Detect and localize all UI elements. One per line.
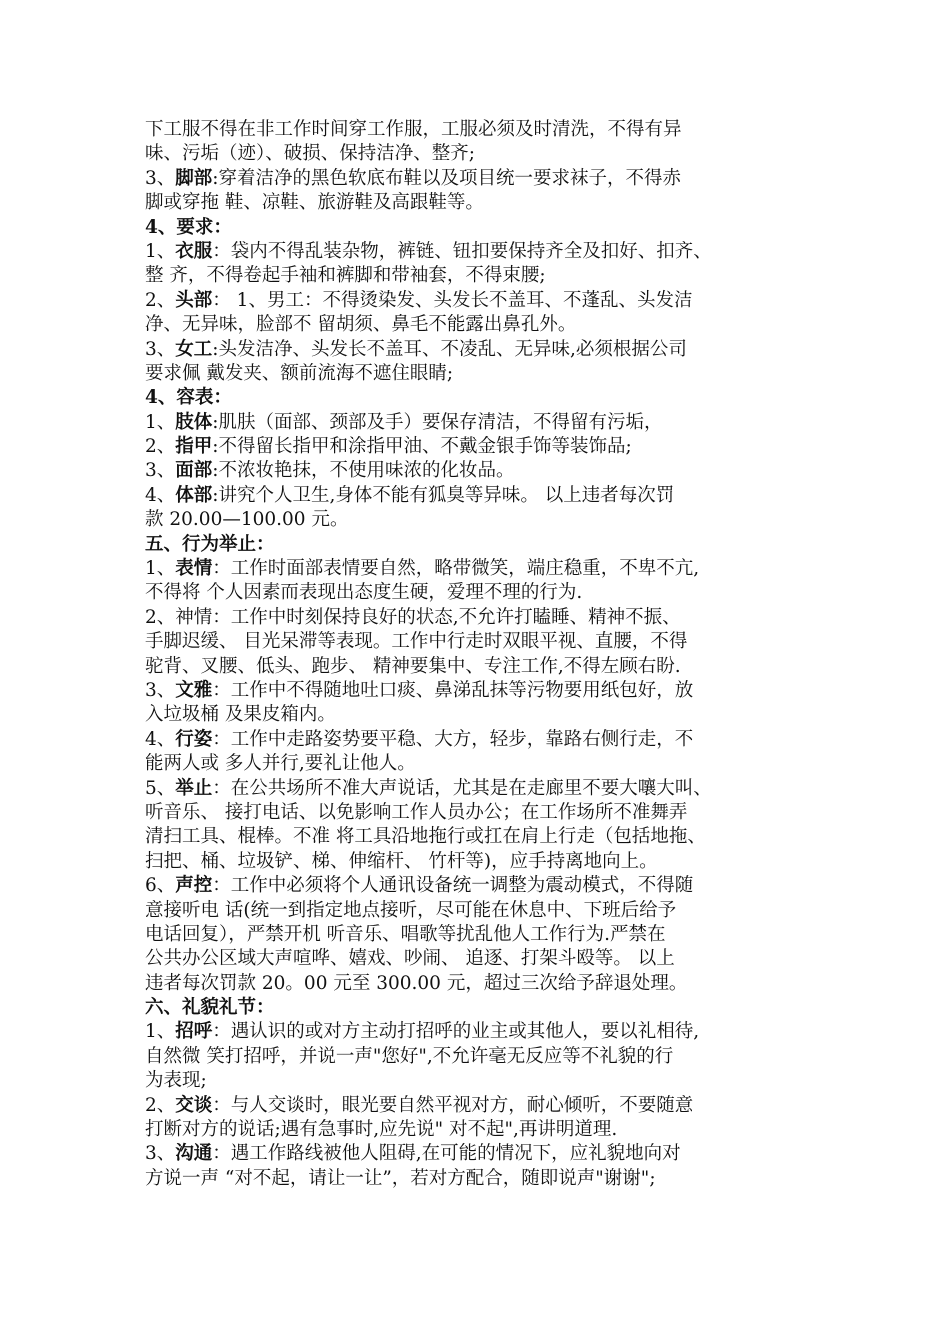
bold-term: 体部: [175, 484, 213, 506]
text-line: [145, 606, 825, 630]
text-line: [145, 947, 825, 971]
text-run: 违者每次罚款 20。00 元至 300.00 元，超过三次给予辞退处理。: [145, 972, 688, 994]
text-line: [145, 411, 825, 435]
text-run: 为表现;: [145, 1070, 207, 1092]
text-line: [145, 142, 825, 166]
text-line: [145, 874, 825, 898]
document-body: [145, 118, 825, 1191]
section-heading: [145, 386, 825, 410]
text-run: ：与人交谈时，眼光要自然平视对方，耐心倾听，不要随意: [212, 1094, 694, 1116]
bold-term: 头部: [175, 289, 213, 311]
text-line: [145, 777, 825, 801]
text-line: [145, 362, 825, 386]
text-run: 款 20.00—100.00 元。: [145, 509, 349, 531]
text-run: 自然微 笑打招呼，并说一声"您好",不允许毫无反应等不礼貌的行: [145, 1045, 674, 1067]
text-line: [145, 655, 825, 679]
text-line: [145, 825, 825, 849]
text-line: [145, 191, 825, 215]
bold-term: 举止: [175, 777, 213, 799]
section-heading: [145, 533, 825, 557]
text-line: [145, 899, 825, 923]
text-run: 驼背、叉腰、低头、跑步、 精神要集中、专注工作,不得左顾右盼.: [145, 655, 681, 677]
text-run: 3、: [145, 1143, 176, 1165]
text-run: 扫把、桶、垃圾铲、梯、伸缩杆、 竹杆等)，应手持离地向上。: [145, 850, 658, 872]
text-run: 听音乐、 接打电话、以免影响工作人员办公；在工作场所不准舞弄: [145, 801, 688, 823]
text-line: [145, 1118, 825, 1142]
bold-term: 肢体: [175, 411, 213, 433]
text-run: 意接听电 话(统一到指定地点接听，尽可能在休息中、下班后给予: [145, 899, 677, 921]
bold-term: 4、要求：: [145, 216, 232, 238]
text-run: ：遇认识的或对方主动打招呼的业主或其他人，要以礼相待,: [212, 1021, 700, 1043]
text-line: [145, 728, 825, 752]
text-run: 入垃圾桶 及果皮箱内。: [145, 704, 336, 726]
text-line: [145, 264, 825, 288]
text-line: [145, 679, 825, 703]
text-line: [145, 1094, 825, 1118]
text-run: :讲究个人卫生,身体不能有狐臭等异味。 以上违者每次罚: [212, 484, 675, 506]
text-line: [145, 850, 825, 874]
bold-term: 声控: [175, 875, 213, 897]
bold-term: 招呼: [175, 1021, 213, 1043]
bold-term: 女工: [175, 338, 213, 360]
text-run: 1、: [145, 411, 176, 433]
text-line: [145, 435, 825, 459]
text-run: 2、: [145, 436, 176, 458]
text-run: 2、: [145, 289, 176, 311]
bold-term: 指甲: [175, 436, 213, 458]
bold-term: 表情: [175, 558, 213, 580]
text-line: [145, 484, 825, 508]
text-run: :不浓妆艳抹，不使用味浓的化妆品。: [212, 460, 515, 482]
text-run: ：工作中必须将个人通讯设备统一调整为震动模式，不得随: [212, 875, 694, 897]
text-run: 3、: [145, 167, 176, 189]
text-run: 3、: [145, 460, 176, 482]
text-run: 整 齐，不得卷起手袖和裤脚和带袖套，不得束腰;: [145, 265, 546, 287]
text-run: 下工服不得在非工作时间穿工作服，工服必须及时清洗，不得有异: [145, 119, 682, 140]
text-run: :头发洁净、头发长不盖耳、不凌乱、无异味,必须根据公司: [212, 338, 687, 360]
bold-term: 4、容表：: [145, 387, 232, 409]
text-run: 4、: [145, 484, 176, 506]
text-line: [145, 972, 825, 996]
text-run: 味、污垢（迹）、破损、保持洁净、整齐;: [145, 143, 475, 165]
text-line: [145, 581, 825, 605]
text-line: [145, 801, 825, 825]
text-run: 2、神情：工作中时刻保持良好的状态,不允许打瞌睡、精神不振、: [145, 606, 681, 628]
text-run: 1、: [145, 240, 176, 262]
bold-term: 衣服: [175, 240, 213, 262]
bold-term: 脚部: [175, 167, 213, 189]
text-run: 要求佩 戴发夹、额前流海不遮住眼睛;: [145, 362, 454, 384]
text-run: :肌肤（面部、颈部及手）要保存清洁，不得留有污垢，: [212, 411, 663, 433]
text-run: ：袋内不得乱装杂物，裤链、钮扣要保持齐全及扣好、扣齐、: [212, 240, 712, 262]
text-line: [145, 703, 825, 727]
text-run: :不得留长指甲和涂指甲油、不戴金银手饰等装饰品;: [212, 436, 632, 458]
bold-term: 面部: [175, 460, 213, 482]
text-run: :穿着洁净的黑色软底布鞋以及项目统一要求袜子，不得赤: [212, 167, 682, 189]
bold-term: 沟通: [175, 1143, 213, 1165]
text-line: [145, 313, 825, 337]
text-line: [145, 459, 825, 483]
text-line: [145, 167, 825, 191]
text-run: 公共办公区域大声喧哗、嬉戏、吵闹、 追逐、打架斗殴等。 以上: [145, 948, 675, 970]
text-line: [145, 1069, 825, 1093]
text-run: 3、: [145, 338, 176, 360]
text-run: ：遇工作路线被他人阻碍,在可能的情况下，应礼貌地向对: [212, 1143, 681, 1165]
text-run: ：工作中不得随地吐口痰、鼻涕乱抹等污物要用纸包好，放: [212, 679, 694, 701]
text-run: ： 1、男工：不得烫染发、头发长不盖耳、不蓬乱、头发洁: [212, 289, 693, 311]
text-run: 1、: [145, 1021, 176, 1043]
text-line: [145, 630, 825, 654]
text-line: [145, 118, 825, 142]
text-run: 能两人或 多人并行,要礼让他人。: [145, 753, 416, 775]
text-run: 电话回复），严禁开机 听音乐、唱歌等扰乱他人工作行为.严禁在: [145, 923, 666, 945]
text-line: [145, 289, 825, 313]
bold-term: 行姿: [175, 728, 213, 750]
text-run: ：在公共场所不准大声说话，尤其是在走廊里不要大嚷大叫、: [212, 777, 712, 799]
bold-term: 文雅: [175, 679, 213, 701]
text-run: 脚或穿拖 鞋、凉鞋、旅游鞋及高跟鞋等。: [145, 192, 484, 214]
bold-term: 六、礼貌礼节：: [145, 997, 275, 1019]
text-line: [145, 1167, 825, 1191]
text-run: ：工作时面部表情要自然，略带微笑，端庄稳重，不卑不亢,: [212, 558, 700, 580]
text-line: [145, 1020, 825, 1044]
text-run: 打断对方的说话;遇有急事时,应先说" 对不起",再讲明道理.: [145, 1119, 618, 1141]
section-heading: [145, 216, 825, 240]
bold-term: 五、行为举止：: [145, 533, 275, 555]
section-heading: [145, 996, 825, 1020]
text-run: 5、: [145, 777, 176, 799]
text-run: 净、无异味，脸部不 留胡须、鼻毛不能露出鼻孔外。: [145, 314, 577, 336]
text-line: [145, 508, 825, 532]
text-line: [145, 240, 825, 264]
text-line: [145, 338, 825, 362]
text-line: [145, 1045, 825, 1069]
bold-term: 交谈: [175, 1094, 213, 1116]
text-run: 6、: [145, 875, 176, 897]
text-line: [145, 557, 825, 581]
text-run: 3、: [145, 679, 176, 701]
text-line: [145, 1142, 825, 1166]
text-run: 2、: [145, 1094, 176, 1116]
text-run: 不得将 个人因素而表现出态度生硬，爱理不理的行为.: [145, 582, 583, 604]
text-run: 4、: [145, 728, 176, 750]
text-run: 清扫工具、棍棒。不准 将工具沿地拖行或扛在肩上行走（包括地拖、: [145, 826, 706, 848]
text-run: 方说一声 “对不起，请让一让”，若对方配合，随即说声"谢谢";: [145, 1167, 656, 1189]
text-run: 手脚迟缓、 目光呆滞等表现。工作中行走时双眼平视、直腰，不得: [145, 631, 688, 653]
text-line: [145, 752, 825, 776]
text-line: [145, 923, 825, 947]
text-run: ：工作中走路姿势要平稳、大方，轻步，靠路右侧行走，不: [212, 728, 694, 750]
text-run: 1、: [145, 558, 176, 580]
